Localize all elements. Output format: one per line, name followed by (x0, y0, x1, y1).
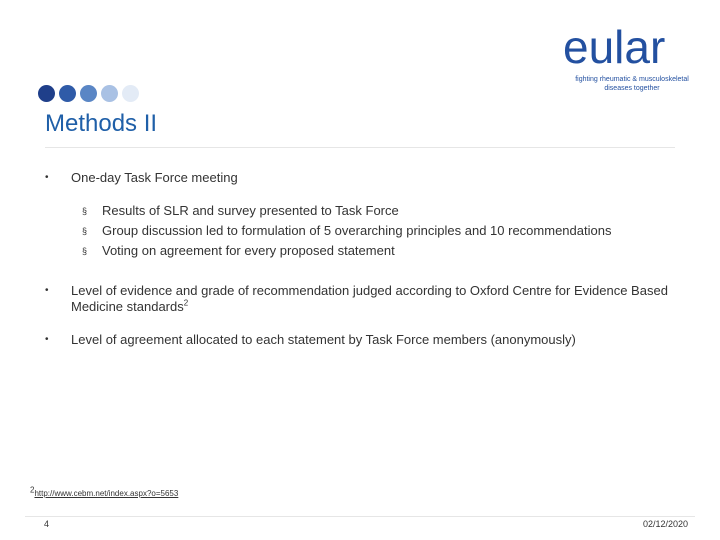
bullet-text: Level of evidence and grade of recommendation judged according to Oxford Centre for Evidence Based Medicine standards (71, 283, 668, 314)
sub-bullet-text: Group discussion led to formulation of 5 overarching principles and 10 recommendations (102, 223, 612, 238)
dot-1 (38, 85, 55, 102)
footnote-superscript: 2 (30, 485, 35, 495)
sub-bullet-item (82, 241, 611, 261)
sub-bullet-item (82, 201, 611, 221)
dot-5 (122, 85, 139, 102)
bullet-mark: • (45, 334, 49, 345)
sub-bullet-text: Voting on agreement for every proposed statement (102, 243, 395, 258)
bullet-text: Level of agreement allocated to each statement by Task Force members (anonymously) (71, 332, 576, 347)
dot-4 (101, 85, 118, 102)
slide-date: 02/12/2020 (642, 519, 688, 529)
sub-bullet-mark: § (82, 246, 88, 256)
footnote-link[interactable]: http://www.cebm.net/index.aspx?o=5653 (34, 489, 179, 498)
sub-bullet-mark: § (82, 226, 88, 236)
bullet-mark: • (45, 172, 49, 183)
slide-number: 4 (44, 519, 50, 529)
footer-divider (25, 516, 695, 517)
sub-bullet-item (82, 221, 611, 241)
decorative-dots (38, 85, 139, 102)
sub-bullet-list (82, 201, 611, 261)
logo-tagline: fighting rheumatic & musculoskeletal diseases together (575, 76, 689, 92)
sub-bullet-text: Results of SLR and survey presented to Task Force (102, 203, 399, 218)
page-title: Methods II (45, 110, 158, 137)
footnote (30, 485, 179, 498)
bullet-text: One-day Task Force meeting (71, 170, 238, 185)
bullet-mark: • (45, 285, 49, 296)
dot-2 (59, 85, 76, 102)
dot-3 (80, 85, 97, 102)
bullet-text-wrapper (71, 283, 686, 315)
eular-logo (563, 21, 703, 92)
citation-superscript: 2 (183, 298, 189, 308)
title-divider (45, 147, 675, 148)
logo-wordmark: eular (563, 21, 666, 73)
sub-bullet-mark: § (82, 206, 88, 216)
